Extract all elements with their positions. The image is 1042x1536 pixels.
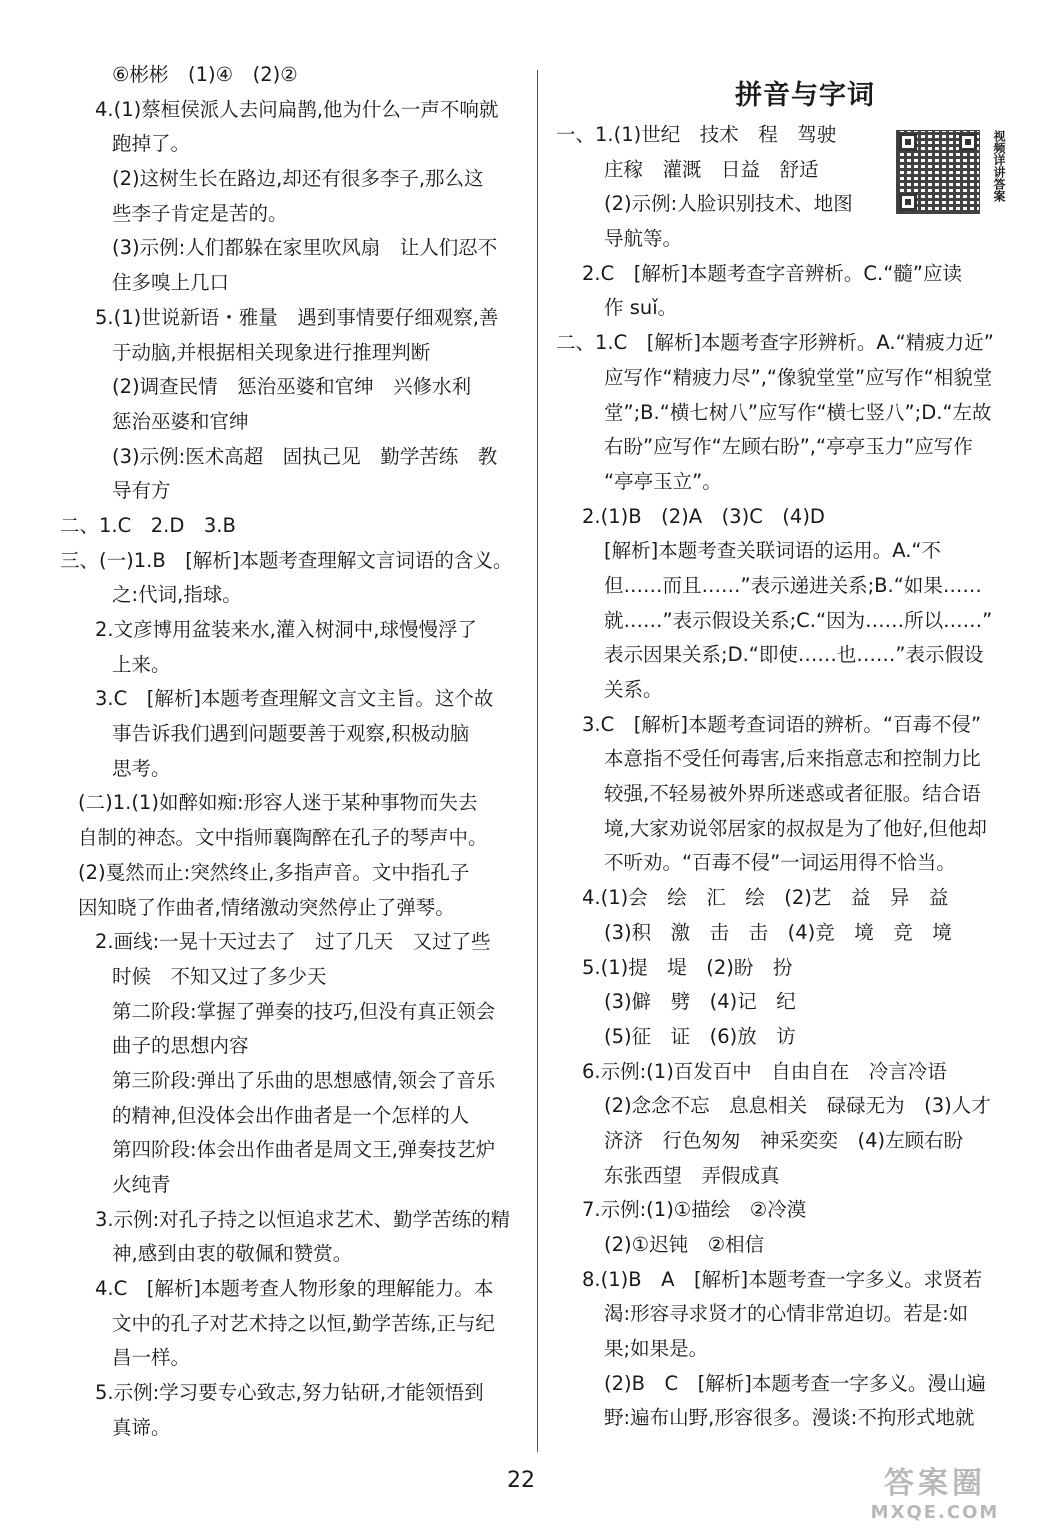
text-line: 本意指不受任何毒害,后来指意志和控制力比 bbox=[604, 747, 981, 771]
text-line: 住多嗅上几口 bbox=[112, 271, 230, 295]
text-line: (2)①迟钝 ②相信 bbox=[604, 1233, 765, 1256]
text-line: 5.(1)世说新语・雅量 遇到事情要仔细观察,善 bbox=[95, 305, 499, 329]
text-line: 的精神,但没体会出作曲者是一个怎样的人 bbox=[112, 1103, 470, 1127]
text-line: 境,大家劝说邻居家的叔叔是为了他好,但他却 bbox=[604, 816, 987, 840]
text-line: 4.(1)蔡桓侯派人去问扁鹊,他为什么一声不响就 bbox=[95, 97, 499, 121]
text-line: 2.C [解析]本题考查字音辨析。C.“髓”应读 bbox=[582, 261, 962, 285]
text-line: 野:遍布山野,形容很多。漫谈:不拘形式地就 bbox=[604, 1406, 975, 1430]
text-line: (2)念念不忘 息息相关 碌碌无为 (3)人才 bbox=[604, 1094, 991, 1118]
text-line: 3.C [解析]本题考查理解文言文主旨。这个故 bbox=[95, 687, 494, 711]
text-line: 跑掉了。 bbox=[112, 132, 191, 156]
text-line: 之:代词,指球。 bbox=[112, 583, 242, 607]
qr-code-icon[interactable] bbox=[896, 130, 980, 214]
text-line: (3)僻 劈 (4)记 纪 bbox=[604, 990, 796, 1014]
text-line: (2)戛然而止:突然终止,多指声音。文中指孔子 bbox=[78, 860, 470, 884]
text-line: 8.(1)B A [解析]本题考查一字多义。求贤若 bbox=[582, 1267, 983, 1291]
text-line: 神,感到由衷的敬佩和赞赏。 bbox=[112, 1242, 353, 1266]
right-column bbox=[556, 58, 1014, 1436]
text-line: 因知晓了作曲者,情绪激动突然停止了弹琴。 bbox=[78, 895, 455, 919]
text-line: 火纯青 bbox=[112, 1173, 171, 1196]
watermark-top: 答案圈 bbox=[884, 1466, 986, 1501]
text-line: 济济 行色匆匆 神采奕奕 (4)左顾右盼 bbox=[604, 1128, 964, 1152]
text-line: “亭亭玉立”。 bbox=[604, 469, 722, 493]
text-line: 渴:形容寻求贤才的心情非常迫切。若是:如 bbox=[604, 1302, 969, 1326]
text-line: (3)积 激 击 击 (4)竞 境 竞 境 bbox=[604, 920, 952, 944]
text-line: 2.(1)B (2)A (3)C (4)D bbox=[582, 504, 825, 528]
text-line: 2.画线:一晃十天过去了 过了几天 又过了些 bbox=[95, 930, 491, 954]
text-line: 事告诉我们遇到问题要善于观察,积极动脑 bbox=[112, 722, 470, 746]
section-title: 拼音与字词 bbox=[735, 80, 875, 111]
right-lines bbox=[556, 257, 1014, 1436]
text-line: 6.示例:(1)百发百中 自由自在 冷言冷语 bbox=[582, 1059, 947, 1083]
page-number: 22 bbox=[507, 1468, 535, 1493]
text-line: 三、(一)1.B [解析]本题考查理解文言词语的含义。 bbox=[60, 548, 513, 572]
text-line: 东张西望 弄假成真 bbox=[604, 1163, 780, 1187]
text-line: 真谛。 bbox=[112, 1415, 171, 1439]
text-line: 7.示例:(1)①描绘 ②冷漠 bbox=[582, 1198, 807, 1222]
text-line: 2.文彦博用盆装来水,灌入树洞中,球慢慢浮了 bbox=[95, 618, 478, 641]
text-line: 时候 不知又过了多少天 bbox=[112, 964, 327, 988]
text-line: 5.示例:学习要专心致志,努力钻研,才能领悟到 bbox=[95, 1381, 484, 1405]
text-line: (二)1.(1)如醉如痴:形容人迷于某种事物而失去 bbox=[78, 791, 478, 815]
text-line: 果;如果是。 bbox=[604, 1337, 709, 1361]
text-line: [解析]本题考查关联词语的运用。A.“不 bbox=[604, 539, 942, 563]
text-line: 4.C [解析]本题考查人物形象的理解能力。本 bbox=[95, 1277, 494, 1301]
text-line: 些李子肯定是苦的。 bbox=[112, 201, 288, 225]
text-line: 一、1.(1)世纪 技术 程 驾驶 bbox=[556, 123, 837, 146]
text-line: 曲子的思想内容 bbox=[112, 1034, 249, 1058]
text-line: 4.(1)会 绘 汇 绘 (2)艺 益 异 益 bbox=[582, 886, 949, 910]
left-column bbox=[60, 58, 526, 1446]
text-line: 第二阶段:掌握了弹奏的技巧,但没有真正领会 bbox=[112, 999, 496, 1023]
text-line: (3)示例:人们都躲在家里吹风扇 让人们忍不 bbox=[112, 236, 498, 260]
text-line: 3.示例:对孔子持之以恒追求艺术、勤学苦练的精 bbox=[95, 1207, 511, 1231]
text-line: 右盼”应写作“左顾右盼”,“亭亭玉力”应写作 bbox=[604, 435, 973, 459]
text-line: 庄稼 灌溉 日益 舒适 bbox=[604, 157, 819, 181]
text-line: 导有方 bbox=[112, 479, 171, 503]
text-line: 就……”表示假设关系;C.“因为……所以……” bbox=[604, 608, 993, 632]
text-line: 关系。 bbox=[604, 678, 663, 701]
text-line: 较强,不轻易被外界所迷惑或者征服。结合语 bbox=[604, 782, 981, 806]
watermark-bottom: MXQE.COM bbox=[870, 1502, 1000, 1523]
text-line: 第四阶段:体会出作曲者是周文王,弹奏技艺炉 bbox=[112, 1138, 496, 1162]
text-line: (2)示例:人脸识别技术、地图 bbox=[604, 192, 853, 216]
text-line: 二、1.C [解析]本题考查字形辨析。A.“精疲力近” bbox=[556, 331, 994, 355]
text-line: 应写作“精疲力尽”,“像貌堂堂”应写作“相貌堂 bbox=[604, 365, 993, 389]
text-line: 昌一样。 bbox=[112, 1346, 191, 1370]
text-line: 导航等。 bbox=[604, 227, 683, 251]
column-divider bbox=[537, 70, 538, 1452]
text-line: 第三阶段:弹出了乐曲的思想感情,领会了音乐 bbox=[112, 1068, 496, 1092]
text-line: 表示因果关系;D.“即使……也……”表示假设 bbox=[604, 643, 984, 667]
text-line: 于动脑,并根据相关现象进行推理判断 bbox=[112, 340, 431, 364]
text-line: 思考。 bbox=[112, 756, 171, 780]
text-line: 上来。 bbox=[112, 652, 171, 676]
text-line: (2)调查民情 惩治巫婆和官绅 兴修水利 bbox=[112, 375, 472, 399]
watermark-logo bbox=[840, 1466, 1030, 1530]
text-line: ⑥彬彬 (1)④ (2)② bbox=[112, 63, 298, 86]
text-line: 堂”;B.“横七树八”应写作“横七竖八”;D.“左故 bbox=[604, 400, 992, 424]
text-line: 二、1.C 2.D 3.B bbox=[60, 513, 236, 537]
text-line: 惩治巫婆和官绅 bbox=[112, 409, 249, 433]
text-line: 不听劝。“百毒不侵”一词运用得不恰当。 bbox=[604, 851, 956, 875]
text-line: 3.C [解析]本题考查词语的辨析。“百毒不侵” bbox=[582, 712, 982, 736]
text-line: (5)征 证 (6)放 访 bbox=[604, 1024, 796, 1048]
text-line: 作 suǐ。 bbox=[604, 296, 678, 320]
text-line: (2)B C [解析]本题考查一字多义。漫山遍 bbox=[604, 1371, 986, 1395]
text-line: (2)这树生长在路边,却还有很多李子,那么这 bbox=[112, 167, 484, 191]
text-line: 5.(1)提 堤 (2)盼 扮 bbox=[582, 955, 793, 979]
text-line: 文中的孔子对艺术持之以恒,勤学苦练,正与纪 bbox=[112, 1311, 495, 1335]
text-line: 但……而且……”表示递进关系;B.“如果…… bbox=[604, 573, 982, 597]
video-qr-block[interactable] bbox=[896, 130, 1008, 216]
text-line: (3)示例:医术高超 固执己见 勤学苦练 教 bbox=[112, 444, 498, 468]
text-line: 自制的神态。文中指师襄陶醉在孔子的琴声中。 bbox=[78, 826, 488, 850]
qr-caption: 视频详讲答案 bbox=[992, 130, 1006, 202]
